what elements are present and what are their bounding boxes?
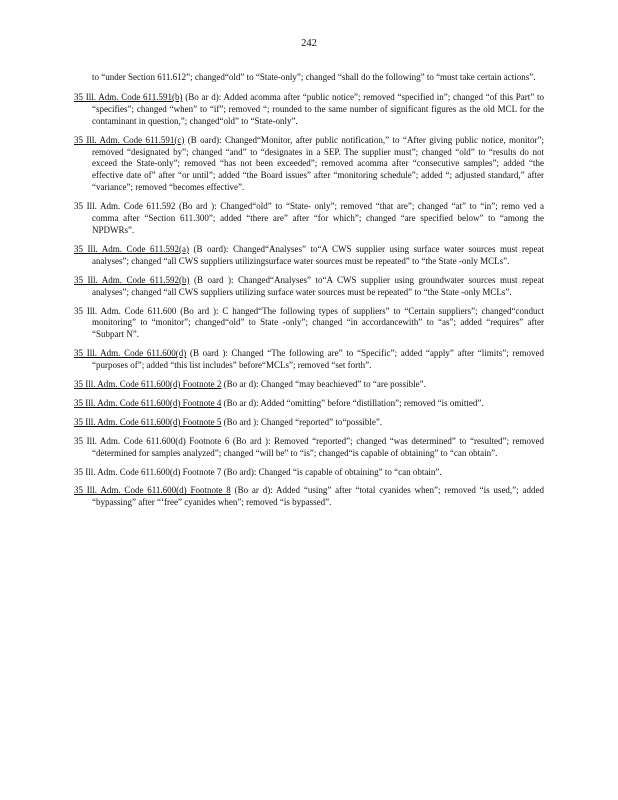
amendment-text: (Bo ar d): Changed “may beachieved” to “are possible”. [223,379,426,390]
citation: 35 Ill. Adm. Code 611.592(a) [74,243,189,254]
citation: 35 Ill. Adm. Code 611.592 [74,201,176,212]
amendment-text: (B oard): Changed“Monitor, after public notification,” to “After giving public notice, monitor”; removed “designated by”; changed “and” to “designates in a SEP. The supplier must”; changed “old” to “results do not exceed the State-only”; removed “has not been exceeded”; removed acomma after “consecutive samples”; added “the effective date of” after “or until”; added “the Board issues” after “monitoring schedule”; added “; adjusted standard,” after “variance”; removed “becomes effective”. [92,134,545,193]
page-body [74,72,544,516]
amendment-entry [74,436,544,460]
citation: 35 Ill. Adm. Code 611.600(d) Footnote 8 [74,485,231,496]
intro-continuation: to “under Section 611.612”; changed“old” to “State-only”; changed “shall do the following” to “must take certain actions”. [92,72,536,82]
citation: 35 Ill. Adm. Code 611.600(d) Footnote 2 [74,379,222,390]
amendment-entry [74,306,544,342]
citation: 35 Ill. Adm. Code 611.600(d) Footnote 5 [74,416,222,427]
amendment-entry [74,275,544,299]
amendment-text: (B oard): Changed“Analyses” to“A CWS supplier using surface water sources must repeat analyses”; changed “all CWS suppliers utilizingsurface water sources must be repeated” to “the State -only MCLs”. [92,243,544,266]
amendment-text: (Bo ard ): Changed“old” to “State- only”; removed “that are”; changed “at” to “in”; remo ved a comma after “Section 611.300”; added “there are” after “for which”; changed “are specified below” to “among the NPDWRs”. [92,201,544,235]
citation: 35 Ill. Adm. Code 611.600(d) Footnote 7 [74,466,222,477]
amendment-entry [74,135,544,195]
amendment-entry [74,92,544,128]
amendment-entry [74,379,544,391]
citation: 35 Ill. Adm. Code 611.600(d) [74,348,187,359]
amendment-entry [74,201,544,237]
amendment-entry [74,244,544,268]
citation: 35 Ill. Adm. Code 611.591(b) [74,91,183,102]
citation: 35 Ill. Adm. Code 611.591(c) [74,134,185,145]
amendment-text: (Bo ard ): Changed “reported” to“possible”. [223,416,383,427]
citation: 35 Ill. Adm. Code 611.592(b) [74,274,190,285]
amendment-text: (Bo ard): Changed “is capable of obtaining” to “can obtain”. [223,466,442,477]
citation: 35 Ill. Adm. Code 611.600(d) Footnote 4 [74,397,222,408]
amendment-entry [74,417,544,429]
amendment-entry [74,348,544,372]
citation: 35 Ill. Adm. Code 611.600 [74,305,177,316]
amendment-text: (Bo ard ): C hanged“The following types of suppliers” to “Certain suppliers”; changed“conduct monitoring” to “monitor”; changed“old” to State -only”; changed “in accordancewith” to “as”; added “requires” after “Subpart N”. [92,305,545,340]
amendment-text: (B oard ): Changed“Analyses” to“A CWS supplier using groundwater sources must repeat analyses”; changed “all CWS suppliers utilizing surface water sources must be repeated” to “the State -only MCLs”. [92,274,544,297]
amendment-text: (Bo ard ): Removed “reported”; changed “was determined” to “resulted”; removed “determined for samples analyzed”; changed “will be” to “is”; changed“is capable of obtaining” to “can obtain”. [92,435,545,458]
page-number: 242 [301,38,317,49]
amendment-text: (Bo ar d): Added “omitting” before “distillation”; removed “is omitted”. [223,397,484,408]
amendment-entry [74,398,544,410]
amendment-entry [74,485,544,509]
amendment-entry [74,467,544,479]
amendment-text: (Bo ar d): Added acomma after “public notice”; removed “specified in”; changed “of this Part” to “specifies”; changed “when” to “if”; removed “; rounded to the same number of significant figures as the old MCL for the contaminant in question,”; changed“old” to “State-only”. [92,91,544,126]
amendment-text: (B oard ): Changed “The following are” to “Specific”; added “apply” after “limits”; removed “purposes of”; added “this list includes” before“MCLs”; removed “set forth”. [92,348,544,371]
citation: 35 Ill. Adm. Code 611.600(d) Footnote 6 [74,435,230,446]
amendment-text: (Bo ar d): Added “using” after “total cyanides when”; removed “is used,”; added “bypassing” after “‘free” cyanides when”; removed “is bypassed”. [92,485,544,508]
